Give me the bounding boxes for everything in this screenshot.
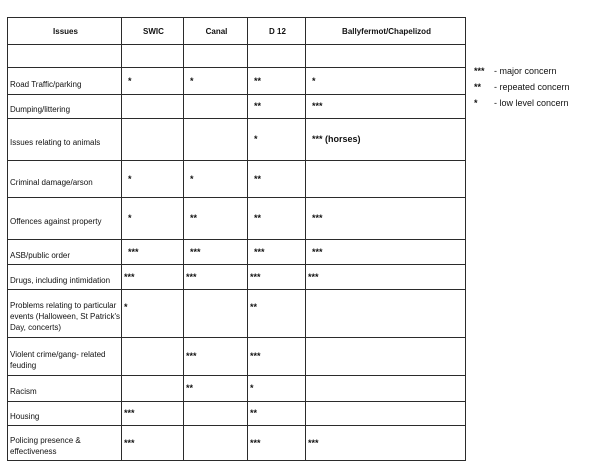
swic-cell: ***: [122, 240, 184, 265]
legend-label: - repeated concern: [494, 82, 570, 92]
canal-cell: [184, 426, 248, 461]
d12-cell: ***: [248, 426, 306, 461]
issue-cell: Road Traffic/parking: [8, 68, 122, 95]
legend: [474, 63, 570, 111]
ballyfermot-cell: [306, 376, 466, 402]
canal-cell: ***: [184, 265, 248, 290]
table-row: [8, 95, 466, 119]
header-swic: SWIC: [122, 18, 184, 45]
swic-cell: *: [122, 161, 184, 198]
ballyfermot-cell: ***: [306, 265, 466, 290]
table-row: [8, 376, 466, 402]
d12-cell: *: [248, 119, 306, 161]
canal-cell: ***: [184, 240, 248, 265]
ballyfermot-cell: [306, 161, 466, 198]
canal-cell: ***: [184, 338, 248, 376]
swic-cell: ***: [122, 426, 184, 461]
d12-cell: **: [248, 161, 306, 198]
table-row: [8, 290, 466, 338]
table-row: [8, 198, 466, 240]
ballyfermot-cell: ***: [306, 95, 466, 119]
ballyfermot-cell: ***: [306, 426, 466, 461]
issue-cell: Policing presence & effectiveness: [8, 426, 122, 461]
legend-item-repeated: [474, 79, 570, 95]
legend-label: - low level concern: [494, 98, 569, 108]
issue-cell: [8, 45, 122, 68]
swic-cell: [122, 45, 184, 68]
d12-cell: **: [248, 95, 306, 119]
table-row: [8, 45, 466, 68]
issue-cell: Dumping/littering: [8, 95, 122, 119]
ballyfermot-cell: [306, 290, 466, 338]
issue-cell: Violent crime/gang- related feuding: [8, 338, 122, 376]
ballyfermot-cell: [306, 402, 466, 426]
swic-cell: [122, 95, 184, 119]
table-row: [8, 119, 466, 161]
table-row: [8, 68, 466, 95]
issue-cell: Racism: [8, 376, 122, 402]
ballyfermot-cell: [306, 338, 466, 376]
table-row: [8, 240, 466, 265]
canal-cell: [184, 45, 248, 68]
ballyfermot-cell: *** (horses): [306, 119, 466, 161]
canal-cell: [184, 95, 248, 119]
header-ballyfermot-chapelizod: Ballyfermot/Chapelizod: [306, 18, 466, 45]
swic-cell: *: [122, 290, 184, 338]
swic-cell: [122, 376, 184, 402]
table-row: [8, 426, 466, 461]
canal-cell: [184, 402, 248, 426]
issue-cell: ASB/public order: [8, 240, 122, 265]
d12-cell: [248, 45, 306, 68]
legend-item-low: [474, 95, 570, 111]
d12-cell: **: [248, 198, 306, 240]
ballyfermot-cell: ***: [306, 198, 466, 240]
swic-cell: *: [122, 198, 184, 240]
ballyfermot-cell: [306, 45, 466, 68]
swic-cell: ***: [122, 265, 184, 290]
table-row: [8, 161, 466, 198]
issue-cell: Drugs, including intimidation: [8, 265, 122, 290]
issue-cell: Offences against property: [8, 198, 122, 240]
canal-cell: *: [184, 161, 248, 198]
swic-cell: *: [122, 68, 184, 95]
issue-cell: Issues relating to animals: [8, 119, 122, 161]
concerns-table-container: [7, 17, 466, 461]
legend-symbol: *: [474, 98, 478, 108]
table-row: [8, 338, 466, 376]
d12-cell: **: [248, 402, 306, 426]
legend-item-major: [474, 63, 570, 79]
concerns-table: [7, 17, 466, 461]
legend-symbol: ***: [474, 66, 485, 76]
swic-cell: [122, 338, 184, 376]
d12-cell: *: [248, 376, 306, 402]
canal-cell: **: [184, 376, 248, 402]
header-issues: Issues: [8, 18, 122, 45]
canal-cell: [184, 290, 248, 338]
d12-cell: ***: [248, 338, 306, 376]
legend-label: - major concern: [494, 66, 557, 76]
swic-cell: ***: [122, 402, 184, 426]
ballyfermot-cell: *: [306, 68, 466, 95]
table-row: [8, 265, 466, 290]
issue-cell: Housing: [8, 402, 122, 426]
header-d12: D 12: [248, 18, 306, 45]
d12-cell: **: [248, 290, 306, 338]
ballyfermot-cell: ***: [306, 240, 466, 265]
canal-cell: **: [184, 198, 248, 240]
issue-cell: Criminal damage/arson: [8, 161, 122, 198]
d12-cell: **: [248, 68, 306, 95]
canal-cell: *: [184, 68, 248, 95]
canal-cell: [184, 119, 248, 161]
table-row: [8, 402, 466, 426]
issue-cell: Problems relating to particular events (Halloween, St Patrick's Day, concerts): [8, 290, 122, 338]
table-header-row: [8, 18, 466, 45]
header-canal: Canal: [184, 18, 248, 45]
swic-cell: [122, 119, 184, 161]
d12-cell: ***: [248, 240, 306, 265]
legend-symbol: **: [474, 82, 482, 92]
d12-cell: ***: [248, 265, 306, 290]
